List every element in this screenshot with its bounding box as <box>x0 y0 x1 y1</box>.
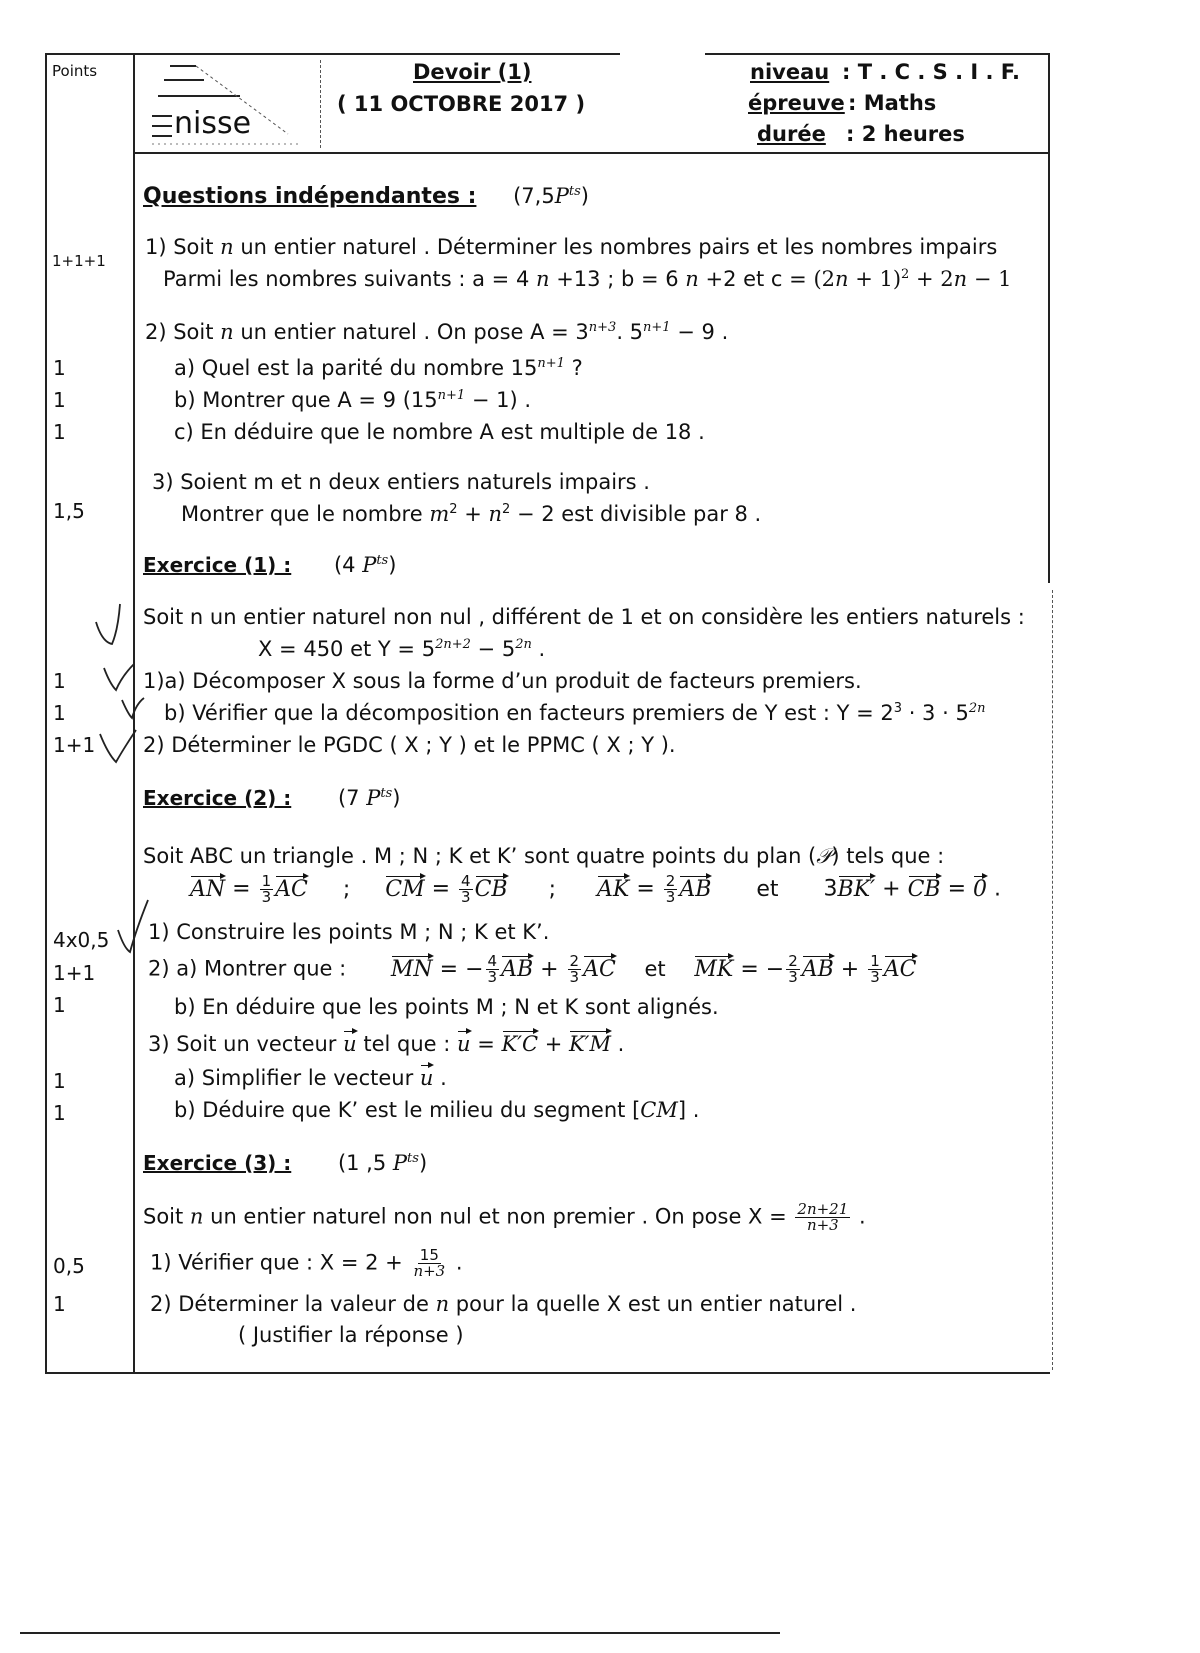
frame-top-left <box>45 53 620 55</box>
q3-text: Montrer que le nombre <box>181 502 423 526</box>
exercise1-q1a: 1)a) Décomposer X sous la forme d’un produit de facteurs premiers. <box>143 669 862 693</box>
epreuve-value: : Maths <box>848 91 937 115</box>
exercise2-q3a: a) Simplifier le vecteur u . <box>174 1066 447 1090</box>
points-q2a: 1 <box>53 356 66 380</box>
check-mark-icon <box>96 604 120 644</box>
exercise1-xy-text: X = 450 et Y = 5 <box>258 637 436 661</box>
exercise2-q1: 1) Construire les points M ; N ; K et K’. <box>148 920 550 944</box>
points-header: Points <box>52 62 98 80</box>
exercise2-q3b: b) Déduire que K’ est le milieu du segment [CM] . <box>174 1098 700 1122</box>
exercise1-q2: 2) Déterminer le PGDC ( X ; Y ) et le PPMC ( X ; Y ). <box>143 733 676 757</box>
exercise2-q3-text: 3) Soit un vecteur <box>148 1032 337 1056</box>
duree-value: : 2 heures <box>846 122 965 146</box>
q3-line2: Montrer que le nombre $m^2 + n^2 - 2$ est divisible par 8 . <box>181 502 762 526</box>
section1-title: Questions indépendantes : <box>143 184 477 209</box>
exercise2-points-value: (7 <box>337 786 360 810</box>
q2a-text: a) Quel est la parité du nombre 15 <box>174 356 538 380</box>
exercise3-q2: 2) Déterminer la valeur de n pour la quelle X est un entier naturel . <box>150 1292 857 1316</box>
q1-line2: Parmi les nombres suivants : a = 4 n +13 ; b = 6 n +2 et $c = (2n + 1)^2 + 2n - 1$ <box>163 267 1012 291</box>
frame-left <box>45 53 47 1373</box>
points-e1c: 1+1 <box>53 733 96 757</box>
niveau-value: : T . C . S . I . F. <box>842 60 1021 84</box>
frame-right <box>1048 53 1050 583</box>
section1-points-sup: ts <box>568 184 581 199</box>
points-e3b: 1 <box>53 1292 66 1316</box>
points-e1a: 1 <box>53 669 66 693</box>
exercise2-q3-mid: tel que : <box>363 1032 451 1056</box>
section1-heading <box>143 184 589 209</box>
exercise1-points: (4 $P^{ts}$) <box>333 553 397 577</box>
points-q3: 1,5 <box>53 499 85 523</box>
exercise3-intro-text: un entier naturel non nul et non premier . On pose X = <box>210 1204 787 1229</box>
exercise3-q2-note: ( Justifier la réponse ) <box>238 1323 464 1347</box>
q1-list-text: Parmi les nombres suivants : a = 4 <box>163 267 530 291</box>
exercise2-q2b: b) En déduire que les points M ; N et K sont alignés. <box>174 995 719 1019</box>
q2-text: un entier naturel . On pose A = 3 <box>240 320 589 344</box>
points-q1: 1+1+1 <box>52 252 106 270</box>
q2b: b) Montrer que A = 9 $(15^{n+1} - 1)$ . <box>174 388 532 412</box>
q2a: a) Quel est la parité du nombre $15^{n+1}$ ? <box>174 356 583 380</box>
points-e2a: 4x0,5 <box>53 928 110 952</box>
exercise1-xy: X = 450 et $Y = 5^{2n+2} - 5^{2n}$ . <box>258 637 546 661</box>
epreuve-label: épreuve <box>748 91 845 115</box>
header-bottom <box>133 152 1050 154</box>
points-e2e: 1 <box>53 1101 66 1125</box>
points-e2b: 1+1 <box>53 961 96 985</box>
frame-top-right <box>705 53 1050 55</box>
exercise1-title: Exercice (1) : <box>143 553 292 577</box>
exercise2-q3a-text: a) Simplifier le vecteur <box>174 1066 414 1090</box>
q2b-text: b) Montrer que A = 9 (15 <box>174 388 438 412</box>
points-e1b: 1 <box>53 701 66 725</box>
exercise1-heading <box>143 553 396 577</box>
exercise1-q1b: b) Vérifier que la décomposition en facteurs premiers de Y est : $Y = 2^3 \cdot 3 \cdot 5^{2n}$ <box>164 701 986 725</box>
points-e3a: 0,5 <box>53 1254 85 1278</box>
exercise2-points: (7 $P^{ts}$) <box>337 786 401 810</box>
check-mark-icon <box>122 698 144 718</box>
exam-title: Devoir (1) <box>413 60 532 84</box>
duree-label: durée <box>757 122 826 146</box>
exercise3-points: (1 ,5 $P^{ts}$) <box>337 1151 428 1175</box>
exercise2-q2a-text: 2) a) Montrer que : <box>148 956 347 981</box>
exercise2-intro: Soit ABC un triangle . M ; N ; K et K’ sont quatre points du plan (𝒫) tels que : <box>143 844 945 868</box>
exercise2-title: Exercice (2) : <box>143 786 292 810</box>
section1-points: $(7,5P^{ts})$ <box>513 184 589 208</box>
check-mark-icon <box>118 900 148 952</box>
check-mark-icon <box>104 664 134 690</box>
exercise3-points-value: (1 ,5 <box>337 1151 387 1175</box>
exercise2-heading <box>143 786 400 810</box>
logo-text: nisse <box>174 106 252 141</box>
q2-line: 2) Soit n un entier naturel . On pose $A = 3^{n+3}$. $5^{n+1} - 9$ . <box>145 320 729 344</box>
exam-date: ( 11 OCTOBRE 2017 ) <box>337 92 586 116</box>
q3-line1: 3) Soient m et n deux entiers naturels impairs . <box>152 470 650 494</box>
frame-bottom <box>45 1372 1050 1374</box>
school-logo <box>148 58 308 150</box>
q1-line1: 1) Soit n un entier naturel . Déterminer les nombres pairs et les nombres impairs <box>145 235 998 259</box>
exercise3-q1: 1) Vérifier que : X = 2 + $\frac{15}{n+3}$ . <box>150 1246 463 1280</box>
header-divider-1 <box>320 60 321 148</box>
check-mark-icon <box>100 730 136 762</box>
niveau-label: niveau <box>750 60 830 84</box>
exercise1-q1b-text: b) Vérifier que la décomposition en facteurs premiers de Y est : Y = 2 <box>164 701 894 725</box>
exercise3-q2-end: pour la quelle X est un entier naturel . <box>455 1292 857 1316</box>
exercise3-title: Exercice (3) : <box>143 1151 292 1175</box>
exercise2-intro-text: Soit ABC un triangle . M ; N ; K et K’ sont quatre points du plan <box>143 844 802 868</box>
exercise3-intro: Soit n un entier naturel non nul et non premier . On pose X = $\frac{2n+21}{n+3}$ . <box>143 1200 866 1234</box>
points-e2d: 1 <box>53 1069 66 1093</box>
section1-points-value: (7,5 <box>513 184 555 208</box>
points-e2c: 1 <box>53 993 66 1017</box>
exercise3-heading <box>143 1151 427 1175</box>
page-footer-line <box>20 1632 780 1634</box>
exercise3-q1-text: 1) Vérifier que : X = 2 + <box>150 1250 403 1275</box>
points-q2b: 1 <box>53 388 66 412</box>
points-q2c: 1 <box>53 420 66 444</box>
exercise3-q2-text: 2) Déterminer la valeur de <box>150 1292 429 1316</box>
frame-right-dashed <box>1052 590 1053 1370</box>
exercise1-points-value: (4 <box>333 553 356 577</box>
exercise2-q3b-text: b) Déduire que K’ est le milieu du segment <box>174 1098 626 1122</box>
q1-text: un entier naturel . Déterminer les nombres pairs et les nombres impairs <box>240 235 998 259</box>
exercise2-vector-relations: AN = $\frac{1}{3}$ AC ; CM = $\frac{4}{3}$ CB ; AK = $\frac{2}{3}$ AB et 3BK′ + CB = 0 . <box>190 872 1001 906</box>
exercise2-q3: 3) Soit un vecteur u tel que : u = K′C + K′M . <box>148 1032 625 1056</box>
exercise2-intro-end: tels que : <box>846 844 945 868</box>
exercise1-intro: Soit n un entier naturel non nul , différent de 1 et on considère les entiers naturels : <box>143 605 1025 629</box>
q2c: c) En déduire que le nombre A est multiple de 18 . <box>174 420 705 444</box>
exercise2-q2a: 2) a) Montrer que : MN = − $\frac{4}{3}$ AB + $\frac{2}{3}$ AC et MK = − $\frac{2}{3}$ AB + $\frac{1}{3}$ AC <box>148 952 917 986</box>
